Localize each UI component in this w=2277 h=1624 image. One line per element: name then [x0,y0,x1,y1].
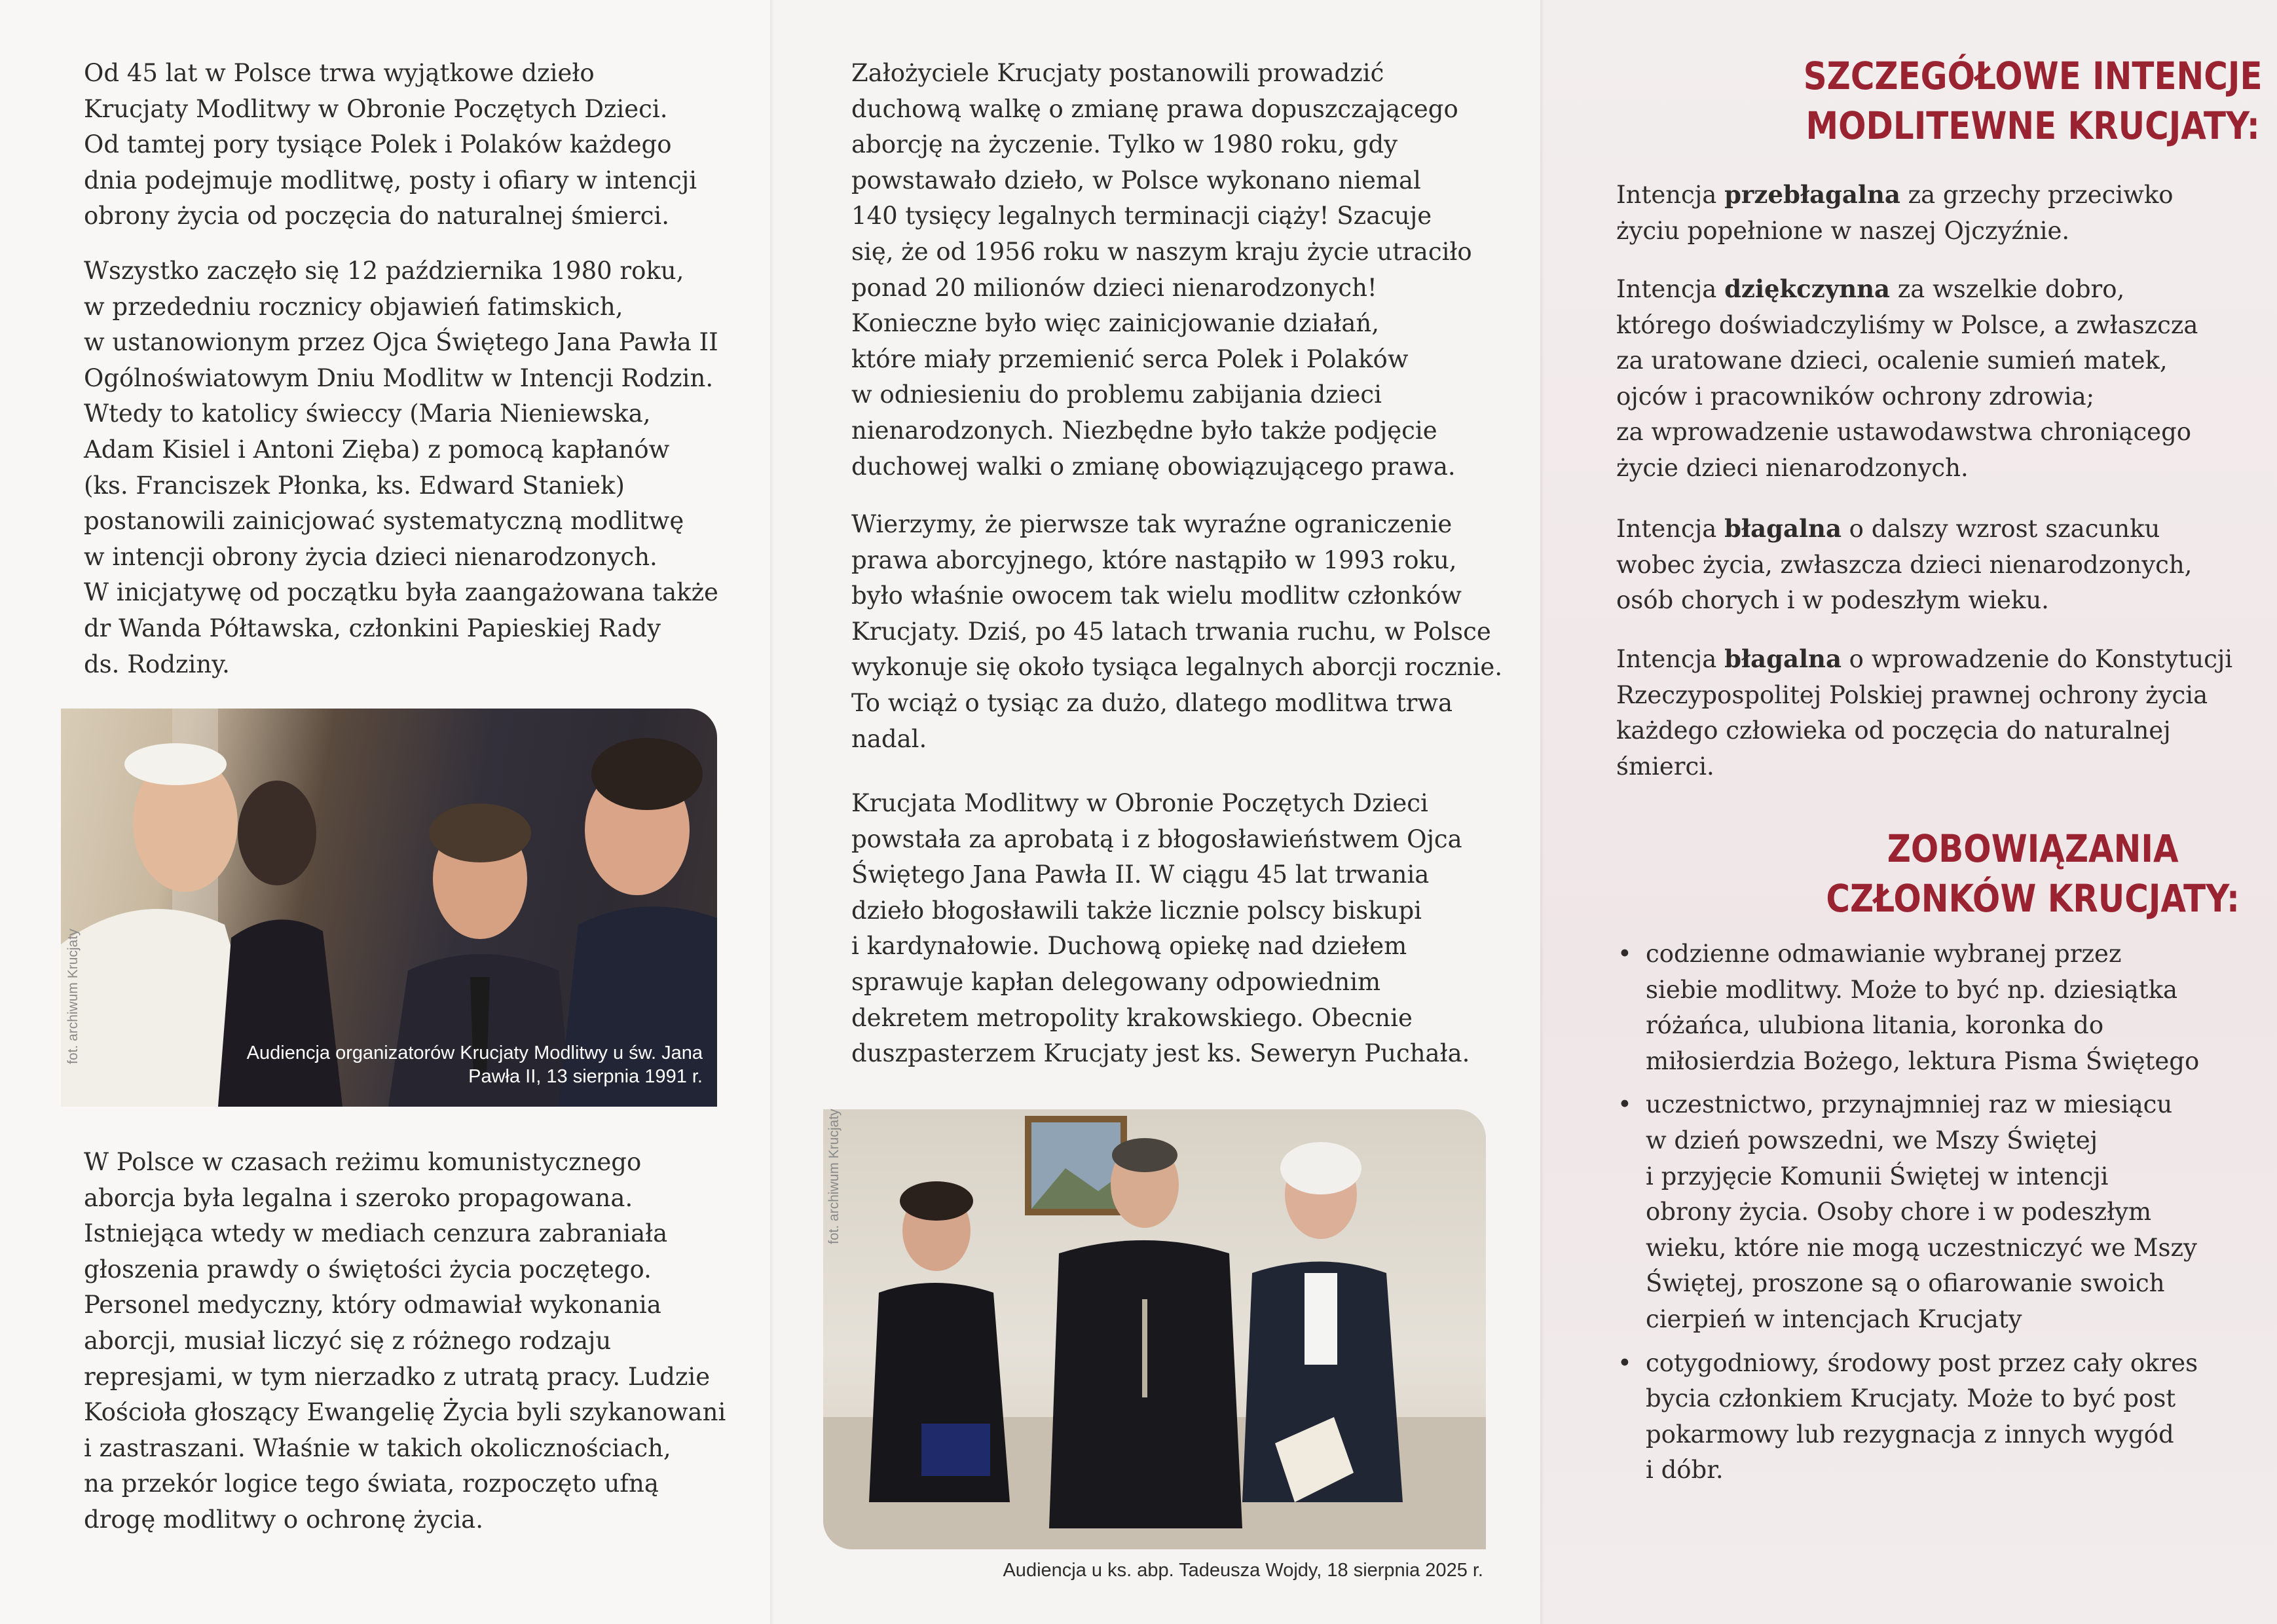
intention-item [1616,511,2265,619]
intention-text: o wprowadzenie do Konstytucji Rzeczypospolitej Polskiej prawnej ochrony życia każdego człowieka od poczęcia do naturalnej śmierci. [1616,645,2233,781]
intention-type: dziękczynna [1724,274,1890,303]
approval-paragraph: Krucjata Modlitwy w Obronie Poczętych Dzieci powstała za aprobatą i z błogosławieństwem Ojca Świętego Jana Pawła II. W ciągu 45 lat trwania dzieło błogosławili także licznie polscy biskupi i kardynałowie. Duchową opiekę nad dziełem sprawuje kapłan delegowany odpowiednim dekretem metropolity krakowskiego. Obecnie duszpasterzem Krucjaty jest ks. Seweryn Puchała. [851,789,1470,1068]
history-paragraph: Wszystko zaczęło się 12 października 1980 roku, w przededniu rocznicy objawień fatimskich, w ustanowionym przez Ojca Świętego Jana Pawła II Ogólnoświatowym Dniu Modlitw w Intencji Rodzin. Wtedy to katolicy świeccy (Maria Nieniewska, Adam Kisiel i Antoni Zięba) z pomocą kapłanów (ks. Franciszek Płonka, ks. Edward Staniek) postanowili zainicjować systematyczną modlitwę w intencji obrony życia dzieci nienarodzonych. W inicjatywę od początku była zaangażowana także dr Wanda Półtawska, członkini Papieskiej Rady ds. Rodziny. [84,257,718,678]
photo-2025-figures [823,1109,1486,1549]
photo-2025-caption: Audiencja u ks. abp. Tadeusza Wojdy, 18 sierpnia 2025 r. [1003,1560,1483,1581]
intention-prefix: Intencja [1616,515,1725,543]
obligations-heading: ZOBOWIĄZANIA CZŁONKÓW KRUCJATY: [1826,826,2240,921]
fold-line-right [1540,0,1544,1624]
obligation-item: • uczestnictwo, przynajmniej raz w miesiącu w dzień powszedni, we Mszy Świętej i przyjęcie Komunii Świętej w intencji obrony życia. Osoby chore i w podeszłym wieku, które nie mogą uczestniczyć we Mszy Świętej, proszone są o ofiarowanie swoich cierpień w intencjach Krucjaty [1618,1087,2259,1337]
belief-paragraph: Wierzymy, że pierwsze tak wyraźne ograniczenie prawa aborcyjnego, które nastąpiło w 1993 roku, było właśnie owocem tak wielu modlitw członków Krucjaty. Dziś, po 45 latach trwania ruchu, w Polsce wykonuje się około tysiąca legalnych aborcji rocznie. To wciąż o tysiąc za dużo, dlatego modlitwa trwa nadal. [851,510,1503,753]
photo-1991-audience [61,709,717,1107]
intentions-heading: SZCZEGÓŁOWE INTENCJE MODLITEWNE KRUCJATY: [1803,54,2263,148]
communism-paragraph: W Polsce w czasach reżimu komunistycznego aborcja była legalna i szeroko propagowana. Istniejąca wtedy w mediach cenzura zabraniała głoszenia prawdy o świętości życia poczętego. Personel medyczny, który odmawiał wykonania aborcji, musiał liczyć się z różnego rodzaju represjami, w tym nierzadko z utratą pracy. Ludzie Kościoła głoszący Ewangelię Życia byli szykanowani i zastraszani. Właśnie w takich okolicznościach, na przekór logice tego świata, rozpoczęto ufną drogę modlitwy o ochronę życia. [84,1148,726,1534]
intention-item [1616,177,2265,249]
photo-1991-credit: fot. archiwum Krucjaty [65,929,81,1064]
obligations-list [1618,936,2259,1496]
intention-type: przebłagalna [1724,180,1900,209]
intention-type: błagalna [1724,644,1842,673]
obligation-item: • codzienne odmawianie wybranej przez siebie modlitwy. Może to być np. dziesiątka różańca, ulubiona litania, koronka do miłosierdzia Bożego, lektura Pisma Świętego [1618,936,2259,1079]
intention-text: za wszelkie dobro, którego doświadczyliśmy w Polsce, a zwłaszcza za uratowane dzieci, ocalenie sumień matek, ojców i pracowników ochrony zdrowia; za wprowadzenie ustawodawstwa chroniącego życie dzieci nienarodzonych. [1616,275,2198,482]
founders-paragraph: Założyciele Krucjaty postanowili prowadzić duchową walkę o zmianę prawa dopuszczającego aborcję na życzenie. Tylko w 1980 roku, gdy powstawało dzieło, w Polsce wykonano niemal 140 tysięcy legalnych terminacji ciąży! Szacuje się, że od 1956 roku w naszym kraju życie utraciło ponad 20 milionów dzieci nienarodzonych! Konieczne było więc zainicjowanie działań, które miały przemienić serca Polek i Polaków w odniesieniu do problemu zabijania dzieci nienarodzonych. Niezbędne było także podjęcie duchowej walki o zmianę obowiązującego prawa. [851,59,1472,481]
fold-line-left [770,0,774,1624]
intro-paragraph: Od 45 lat w Polsce trwa wyjątkowe dzieło Krucjaty Modlitwy w Obronie Poczętych Dzieci. Od tamtej pory tysiące Polek i Polaków każdego dnia podejmuje modlitwę, posty i ofiary w intencji obrony życia od poczęcia do naturalnej śmierci. [84,59,697,231]
intention-item [1616,641,2265,784]
photo-2025-credit: fot. archiwum Krucjaty [826,1109,842,1244]
intention-prefix: Intencja [1616,275,1725,303]
intention-type: błagalna [1724,514,1842,543]
intention-text: o dalszy wzrost szacunku wobec życia, zwłaszcza dzieci nienarodzonych, osób chorych i w podeszłym wieku. [1616,515,2193,615]
photo-2025-audience [823,1109,1486,1549]
intention-prefix: Intencja [1616,645,1725,673]
obligation-item: • cotygodniowy, środowy post przez cały okres bycia członkiem Krucjaty. Może to być post pokarmowy lub rezygnacja z innych wygód i dóbr. [1618,1346,2259,1488]
photo-1991-caption: Audiencja organizatorów Krucjaty Modlitwy u św. Jana Pawła II, 13 sierpnia 1991 r. [246,1043,703,1087]
intention-text: za grzechy przeciwko życiu popełnione w naszej Ojczyźnie. [1616,181,2174,245]
intention-item [1616,271,2265,487]
intention-prefix: Intencja [1616,181,1725,209]
